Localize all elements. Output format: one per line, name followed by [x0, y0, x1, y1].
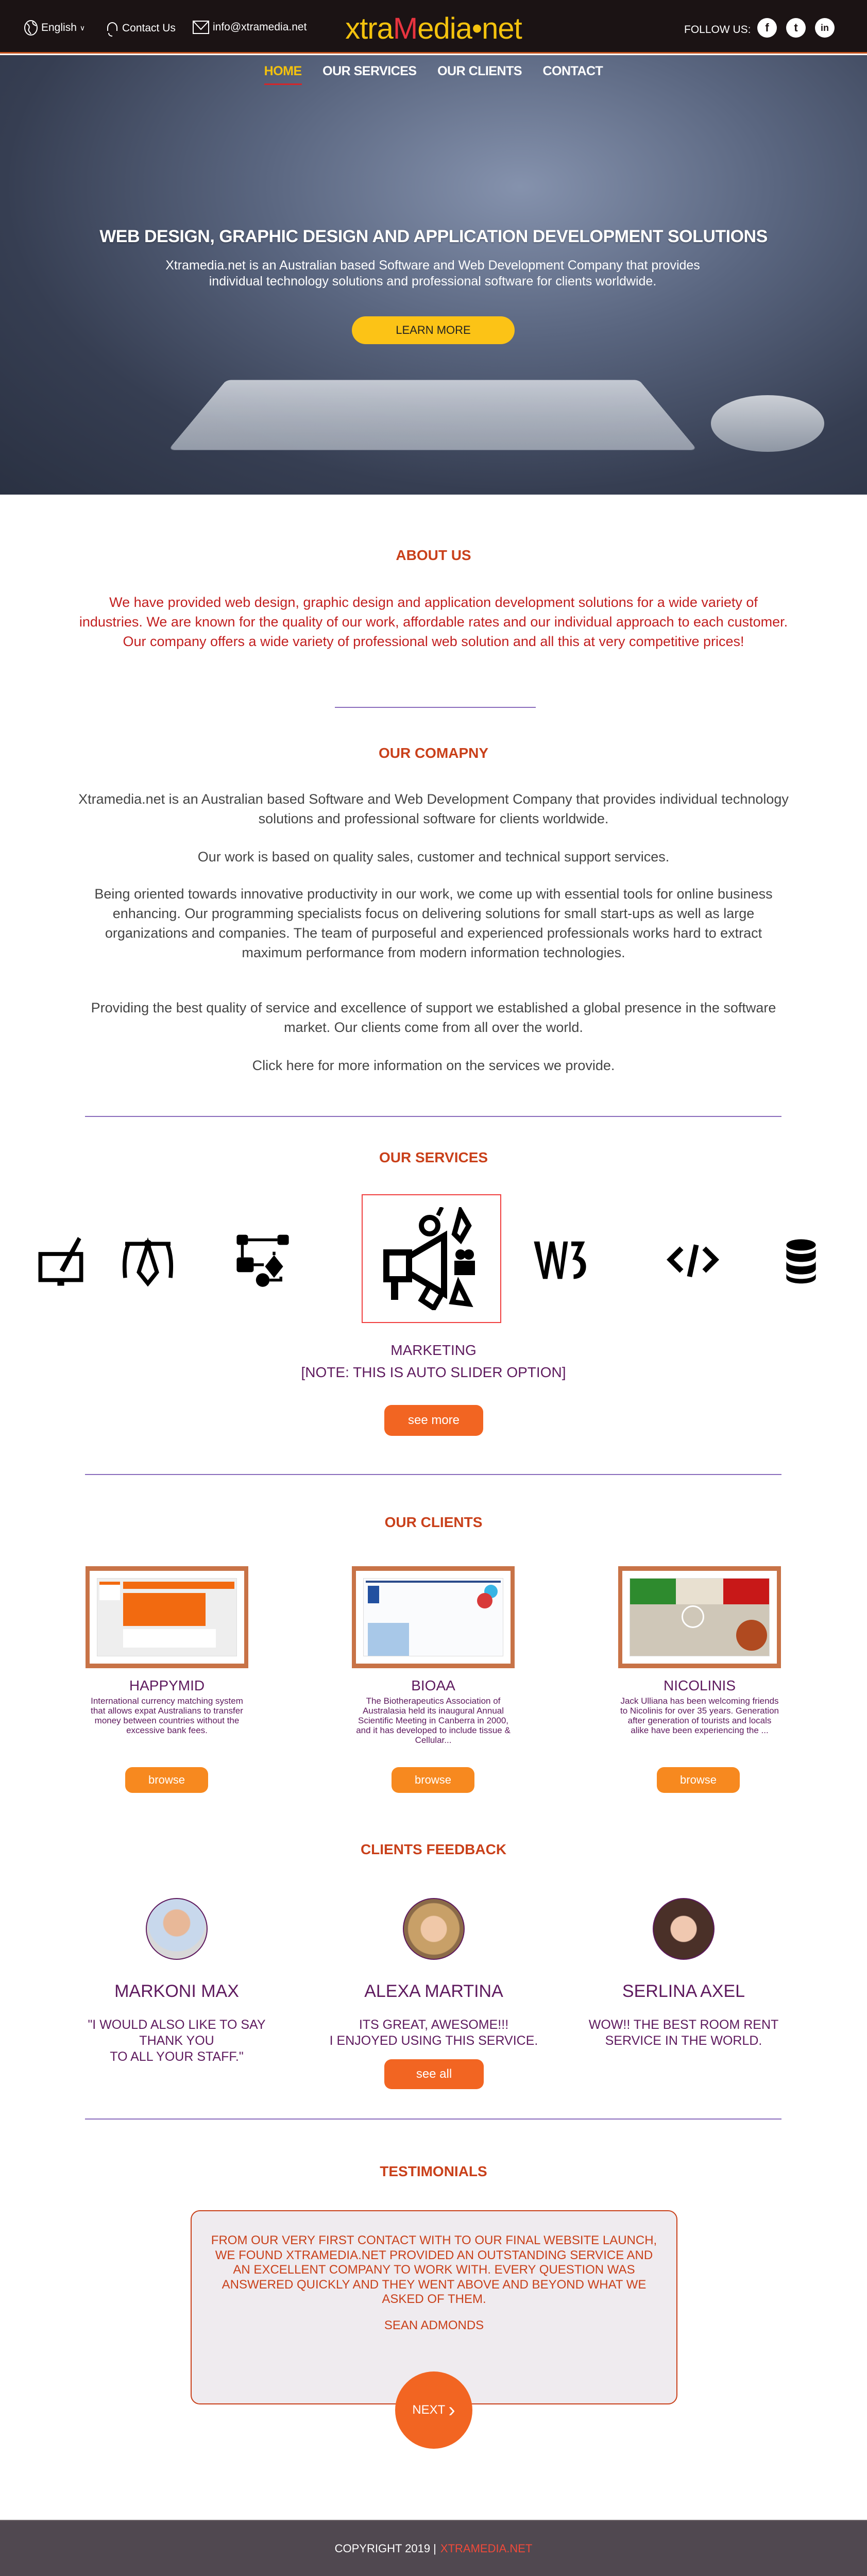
about-text: We have provided web design, graphic design and application development solutions for a wide variety of industries. We are known for the quality of our work, affordable rates and our individual approach to each customer. Our company offers a wide variety of professional web solution and all this at very competitive prices! — [79, 595, 788, 649]
client-description: International currency matching system that allows expat Australians to transfer money between countries without the excessive bank fees. — [91, 1696, 243, 1735]
feedback-name: MARKONI MAX — [114, 1981, 239, 2001]
company-paragraph: Xtramedia.net is an Australian based Software and Web Development Company that provides individual technology solutions and professional software for clients worldwide. — [78, 791, 789, 826]
feedback-quote: "I WOULD ALSO LIKE TO SAY THANK YOU TO ALL YOUR STAFF." — [88, 2018, 266, 2064]
browse-button[interactable]: browse — [125, 1767, 208, 1793]
client-name: BIOAA — [411, 1677, 455, 1693]
chevron-down-icon: ∨ — [79, 23, 86, 32]
avatar — [146, 1898, 208, 1960]
client-name: HAPPYMID — [129, 1677, 205, 1693]
testimonial-quote: FROM OUR VERY FIRST CONTACT WITH TO OUR FINAL WEBSITE LAUNCH, WE FOUND XTRAMEDIA.NET PROVIDED AN OUTSTANDING SERVICE AND AN EXCELLENT COMPANY TO WORK WITH. EVERY QUESTION WAS ANSWERED QUICKLY AND THEY WENT ABOVE AND BEYOND WHAT WE ASKED OF THEM. — [211, 2233, 657, 2306]
logo-text: xtra — [345, 12, 393, 45]
divider — [85, 1474, 781, 1475]
linkedin-icon[interactable]: in — [815, 18, 835, 38]
next-button[interactable] — [395, 2371, 472, 2449]
see-all-button[interactable]: see all — [384, 2059, 484, 2089]
email-label: info@xtramedia.net — [213, 21, 307, 33]
divider — [85, 1116, 781, 1117]
nav-home[interactable]: HOME — [264, 64, 302, 85]
logo-text-end: edia•net — [417, 12, 522, 45]
clients-heading: OUR CLIENTS — [384, 1514, 483, 1530]
client-description: Jack Ulliana has been welcoming friends to Nicolinis for over 35 years. Generation after generation of tourists and locals alike have been experiencing the ... — [620, 1696, 779, 1735]
keyboard-image — [168, 380, 697, 450]
client-screenshot[interactable] — [86, 1566, 248, 1668]
feedback-card — [63, 1898, 290, 2065]
twitter-icon[interactable]: t — [786, 18, 806, 38]
flowchart-icon[interactable] — [229, 1200, 296, 1319]
divider — [85, 2119, 781, 2120]
nav-contact[interactable]: CONTACT — [542, 64, 603, 78]
client-card — [86, 1566, 248, 1735]
learn-more-button[interactable]: LEARN MORE — [352, 316, 515, 344]
testimonial-content — [206, 2233, 662, 2333]
active-service-label: MARKETING — [390, 1342, 477, 1358]
testimonials-heading: TESTIMONIALS — [380, 2163, 487, 2179]
divider — [335, 707, 536, 708]
client-screenshot[interactable] — [618, 1566, 781, 1668]
footer-brand-link[interactable]: XTRAMEDIA.NET — [440, 2541, 533, 2555]
chevron-right-icon: › — [448, 2398, 455, 2421]
avatar — [653, 1898, 715, 1960]
browse-button[interactable]: browse — [657, 1767, 740, 1793]
nav-our-services[interactable]: OUR SERVICES — [322, 64, 417, 78]
feedback-quote: ITS GREAT, AWESOME!!! I ENJOYED USING THIS SERVICE. — [329, 2018, 538, 2048]
avatar — [403, 1898, 465, 1960]
client-card — [352, 1566, 515, 1745]
client-screenshot[interactable] — [352, 1566, 515, 1668]
feedback-card — [570, 1898, 797, 2049]
feedback-heading: CLIENTS FEEDBACK — [360, 1841, 507, 1857]
language-label: English — [41, 22, 77, 33]
facebook-icon[interactable]: f — [757, 18, 777, 38]
feedback-card — [320, 1898, 547, 2049]
code-icon[interactable] — [659, 1200, 726, 1319]
slider-note: [NOTE: THIS IS AUTO SLIDER OPTION] — [301, 1364, 566, 1380]
mouse-image — [711, 395, 824, 452]
feedback-quote: WOW!! THE BEST ROOM RENT SERVICE IN THE WORLD. — [588, 2018, 779, 2048]
company-paragraph: Our work is based on quality sales, customer and technical support services. — [197, 849, 670, 865]
company-paragraph: Providing the best quality of service and excellence of support we established a global presence in the software market. Our clients come from all over the world. — [91, 1000, 776, 1035]
w3-icon[interactable] — [526, 1200, 593, 1319]
services-heading: OUR SERVICES — [379, 1149, 488, 1165]
see-more-button[interactable]: see more — [384, 1405, 483, 1436]
feedback-name: ALEXA MARTINA — [364, 1981, 503, 2001]
client-name: NICOLINIS — [663, 1677, 736, 1693]
client-description: The Biotherapeutics Association of Australasia held its inaugural Annual Scientific Meeting in Canberra in 2000, and it has developed to include tissue & Cellular... — [356, 1696, 511, 1745]
about-heading: ABOUT US — [396, 547, 471, 563]
database-icon[interactable] — [768, 1200, 835, 1319]
feedback-name: SERLINA AXEL — [622, 1981, 745, 2001]
copyright-text: COPYRIGHT 2019 | — [334, 2541, 436, 2555]
footer — [0, 2520, 867, 2576]
company-paragraph: Being oriented towards innovative productivity in our work, we come up with essential tools for online business enhancing. Our programming specialists focus on delivering solutions for small start-ups as well as large organizations and companies. The team of purposeful and experienced professionals works hard to extract maximum performance from modern information technologies. — [94, 886, 773, 960]
testimonial-author: SEAN ADMONDS — [384, 2318, 484, 2332]
pen-tool-icon[interactable] — [114, 1200, 181, 1319]
hero-subtitle: Xtramedia.net is an Australian based Software and Web Development Company that provides individual technology solutions and professional software for clients worldwide. — [165, 258, 700, 289]
follow-us-label: FOLLOW US: — [684, 24, 751, 36]
logo-m: M — [393, 12, 418, 45]
main-nav — [0, 64, 867, 79]
next-label: NEXT — [412, 2403, 446, 2417]
hero-title: WEB DESIGN, GRAPHIC DESIGN AND APPLICATION DEVELOPMENT SOLUTIONS — [99, 227, 768, 246]
monitor-brush-icon[interactable] — [27, 1200, 94, 1319]
client-card — [618, 1566, 781, 1735]
company-heading: OUR COMAPNY — [378, 745, 489, 761]
top-header — [0, 0, 867, 54]
nav-our-clients[interactable]: OUR CLIENTS — [437, 64, 522, 78]
marketing-megaphone-icon[interactable] — [362, 1194, 501, 1323]
services-info-link[interactable]: Click here for more information on the services we provide. — [252, 1058, 615, 1073]
browse-button[interactable]: browse — [392, 1767, 474, 1793]
contact-us-label: Contact Us — [122, 22, 176, 34]
